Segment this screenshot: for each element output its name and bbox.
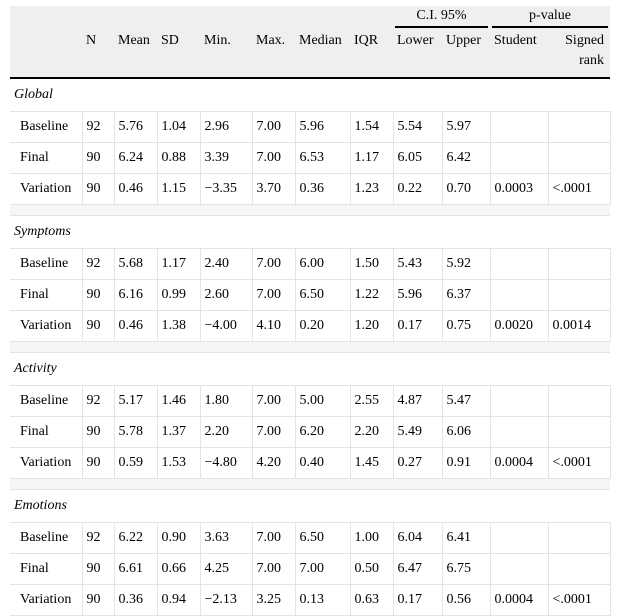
- table-cell: 0.50: [350, 554, 393, 585]
- table-cell: 7.00: [252, 554, 295, 585]
- table-cell: 6.16: [114, 280, 157, 311]
- header-col-mean: Mean: [114, 28, 157, 78]
- table-row: [10, 311, 610, 342]
- table-cell: 2.40: [200, 249, 252, 280]
- table-cell: 90: [82, 143, 114, 174]
- table-cell: 0.17: [393, 585, 442, 616]
- table-cell: 6.24: [114, 143, 157, 174]
- table-cell: [490, 417, 548, 448]
- table-cell: −3.35: [200, 174, 252, 205]
- table-cell: 1.20: [350, 311, 393, 342]
- header-group-pvalue: p-value: [490, 6, 610, 28]
- section-spacer: [10, 205, 610, 216]
- table-cell: 3.70: [252, 174, 295, 205]
- table-cell: 5.00: [295, 386, 350, 417]
- table-cell: 6.50: [295, 523, 350, 554]
- table-row: [10, 417, 610, 448]
- table-cell: 1.17: [157, 249, 200, 280]
- table-cell: 0.17: [393, 311, 442, 342]
- table-cell: 90: [82, 174, 114, 205]
- section-header-row: [10, 490, 610, 523]
- table-cell: 1.53: [157, 448, 200, 479]
- table-cell: −4.00: [200, 311, 252, 342]
- table-cell: 0.36: [295, 174, 350, 205]
- header-columns-row: [10, 28, 610, 78]
- table-cell: 5.43: [393, 249, 442, 280]
- header-col-min: Min.: [200, 28, 252, 78]
- table-row: [10, 249, 610, 280]
- table-cell: 6.22: [114, 523, 157, 554]
- table-cell: [490, 523, 548, 554]
- table-cell: 0.99: [157, 280, 200, 311]
- table-cell: 90: [82, 585, 114, 616]
- table-cell: 0.0003: [490, 174, 548, 205]
- table-cell: 90: [82, 280, 114, 311]
- table-cell: 6.53: [295, 143, 350, 174]
- row-label: Variation: [10, 311, 82, 342]
- table-cell: [548, 112, 610, 143]
- section-header-row: [10, 78, 610, 112]
- table-cell: 1.00: [350, 523, 393, 554]
- section-spacer: [10, 342, 610, 353]
- table-cell: 92: [82, 249, 114, 280]
- table-cell: 7.00: [295, 554, 350, 585]
- table-cell: 7.00: [252, 249, 295, 280]
- table-cell: 0.27: [393, 448, 442, 479]
- table-row: [10, 174, 610, 205]
- table-cell: 7.00: [252, 280, 295, 311]
- table-cell: 0.56: [442, 585, 490, 616]
- header-col-student: Student: [490, 28, 548, 78]
- table-cell: 0.75: [442, 311, 490, 342]
- row-label: Final: [10, 554, 82, 585]
- table-cell: 5.78: [114, 417, 157, 448]
- table-row: [10, 280, 610, 311]
- row-label: Final: [10, 280, 82, 311]
- table-cell: 5.49: [393, 417, 442, 448]
- table-cell: 0.66: [157, 554, 200, 585]
- table-cell: 0.0004: [490, 585, 548, 616]
- table-cell: 1.45: [350, 448, 393, 479]
- table-cell: −4.80: [200, 448, 252, 479]
- header-label-blank: [10, 28, 82, 78]
- table-cell: 6.42: [442, 143, 490, 174]
- table-cell: 6.05: [393, 143, 442, 174]
- table-cell: −2.13: [200, 585, 252, 616]
- row-label: Variation: [10, 585, 82, 616]
- table-cell: 6.00: [295, 249, 350, 280]
- row-label: Final: [10, 417, 82, 448]
- header-group-ci: C.I. 95%: [393, 6, 490, 28]
- table-cell: <.0001: [548, 448, 610, 479]
- table-cell: [548, 386, 610, 417]
- table-cell: 5.96: [295, 112, 350, 143]
- table-cell: 3.39: [200, 143, 252, 174]
- table-cell: 5.17: [114, 386, 157, 417]
- table-cell: 1.50: [350, 249, 393, 280]
- table-cell: 7.00: [252, 417, 295, 448]
- header-col-upper: Upper: [442, 28, 490, 78]
- section-header-row: [10, 216, 610, 249]
- table-cell: 5.97: [442, 112, 490, 143]
- section-title: Global: [10, 78, 610, 112]
- table-cell: <.0001: [548, 585, 610, 616]
- table-cell: 7.00: [252, 143, 295, 174]
- row-label: Variation: [10, 174, 82, 205]
- table-cell: [548, 554, 610, 585]
- results-table: [10, 6, 611, 616]
- table-cell: 0.20: [295, 311, 350, 342]
- section-title: Symptoms: [10, 216, 610, 249]
- table-cell: 6.75: [442, 554, 490, 585]
- table-cell: 0.0014: [548, 311, 610, 342]
- table-cell: 2.20: [200, 417, 252, 448]
- table-cell: 1.23: [350, 174, 393, 205]
- table-cell: 1.15: [157, 174, 200, 205]
- table-cell: 6.37: [442, 280, 490, 311]
- table-cell: 3.25: [252, 585, 295, 616]
- table-cell: 90: [82, 448, 114, 479]
- table-cell: 0.46: [114, 174, 157, 205]
- table-cell: 0.88: [157, 143, 200, 174]
- table-cell: 0.59: [114, 448, 157, 479]
- table-cell: 1.54: [350, 112, 393, 143]
- table-cell: 6.47: [393, 554, 442, 585]
- table-cell: 0.90: [157, 523, 200, 554]
- header-group-row: [10, 6, 610, 28]
- table-cell: 2.96: [200, 112, 252, 143]
- table-cell: [548, 249, 610, 280]
- table-cell: 92: [82, 112, 114, 143]
- table-cell: 4.87: [393, 386, 442, 417]
- table-cell: 0.40: [295, 448, 350, 479]
- header-col-median: Median: [295, 28, 350, 78]
- table-row: [10, 554, 610, 585]
- table-cell: 1.80: [200, 386, 252, 417]
- table-cell: 7.00: [252, 112, 295, 143]
- table-cell: 6.50: [295, 280, 350, 311]
- table-cell: [548, 417, 610, 448]
- table-row: [10, 523, 610, 554]
- table-cell: [490, 386, 548, 417]
- table-cell: 0.91: [442, 448, 490, 479]
- table-cell: 6.41: [442, 523, 490, 554]
- table-cell: 4.10: [252, 311, 295, 342]
- table-cell: [548, 280, 610, 311]
- table-cell: 7.00: [252, 386, 295, 417]
- table-cell: 1.46: [157, 386, 200, 417]
- header-col-lower: Lower: [393, 28, 442, 78]
- table-cell: [490, 554, 548, 585]
- table-cell: 2.60: [200, 280, 252, 311]
- row-label: Baseline: [10, 523, 82, 554]
- table-cell: 6.06: [442, 417, 490, 448]
- table-cell: 1.37: [157, 417, 200, 448]
- header-col-max: Max.: [252, 28, 295, 78]
- table-cell: 1.22: [350, 280, 393, 311]
- table-cell: 3.63: [200, 523, 252, 554]
- table-cell: 0.36: [114, 585, 157, 616]
- row-label: Variation: [10, 448, 82, 479]
- table-cell: 1.04: [157, 112, 200, 143]
- header-col-iqr: IQR: [350, 28, 393, 78]
- table-cell: 5.68: [114, 249, 157, 280]
- table-cell: 0.63: [350, 585, 393, 616]
- table-body: [10, 78, 610, 616]
- table-cell: 0.0020: [490, 311, 548, 342]
- section-title: Activity: [10, 353, 610, 386]
- table-cell: [490, 143, 548, 174]
- table-cell: 0.94: [157, 585, 200, 616]
- header-col-signed-rank: Signed rank: [548, 28, 610, 78]
- table-cell: 92: [82, 386, 114, 417]
- table-cell: [548, 143, 610, 174]
- table-cell: 6.04: [393, 523, 442, 554]
- section-title: Emotions: [10, 490, 610, 523]
- table-cell: 6.61: [114, 554, 157, 585]
- table-row: [10, 112, 610, 143]
- row-label: Baseline: [10, 386, 82, 417]
- table-cell: 1.17: [350, 143, 393, 174]
- table-cell: <.0001: [548, 174, 610, 205]
- section-header-row: [10, 353, 610, 386]
- table-cell: 2.20: [350, 417, 393, 448]
- table-row: [10, 448, 610, 479]
- row-label: Final: [10, 143, 82, 174]
- table-cell: 90: [82, 311, 114, 342]
- row-label: Baseline: [10, 112, 82, 143]
- header-blank: [10, 6, 82, 28]
- table-cell: 5.96: [393, 280, 442, 311]
- table-cell: 5.47: [442, 386, 490, 417]
- table-cell: 6.20: [295, 417, 350, 448]
- table-cell: 0.13: [295, 585, 350, 616]
- table-cell: [490, 249, 548, 280]
- table-cell: 92: [82, 523, 114, 554]
- row-label: Baseline: [10, 249, 82, 280]
- table-cell: 7.00: [252, 523, 295, 554]
- table-cell: [490, 280, 548, 311]
- table-cell: 5.76: [114, 112, 157, 143]
- table-cell: 0.22: [393, 174, 442, 205]
- table-cell: 2.55: [350, 386, 393, 417]
- results-table-container: [10, 6, 610, 616]
- section-spacer: [10, 479, 610, 490]
- table-row: [10, 386, 610, 417]
- table-cell: 0.0004: [490, 448, 548, 479]
- table-cell: 1.38: [157, 311, 200, 342]
- table-cell: 0.70: [442, 174, 490, 205]
- header-col-sd: SD: [157, 28, 200, 78]
- table-cell: 5.92: [442, 249, 490, 280]
- table-cell: 0.46: [114, 311, 157, 342]
- table-row: [10, 143, 610, 174]
- table-cell: 5.54: [393, 112, 442, 143]
- header-col-n: N: [82, 28, 114, 78]
- table-cell: [548, 523, 610, 554]
- table-row: [10, 585, 610, 616]
- table-cell: [490, 112, 548, 143]
- table-cell: 4.25: [200, 554, 252, 585]
- table-header: [10, 6, 610, 78]
- table-cell: 90: [82, 417, 114, 448]
- table-cell: 90: [82, 554, 114, 585]
- table-cell: 4.20: [252, 448, 295, 479]
